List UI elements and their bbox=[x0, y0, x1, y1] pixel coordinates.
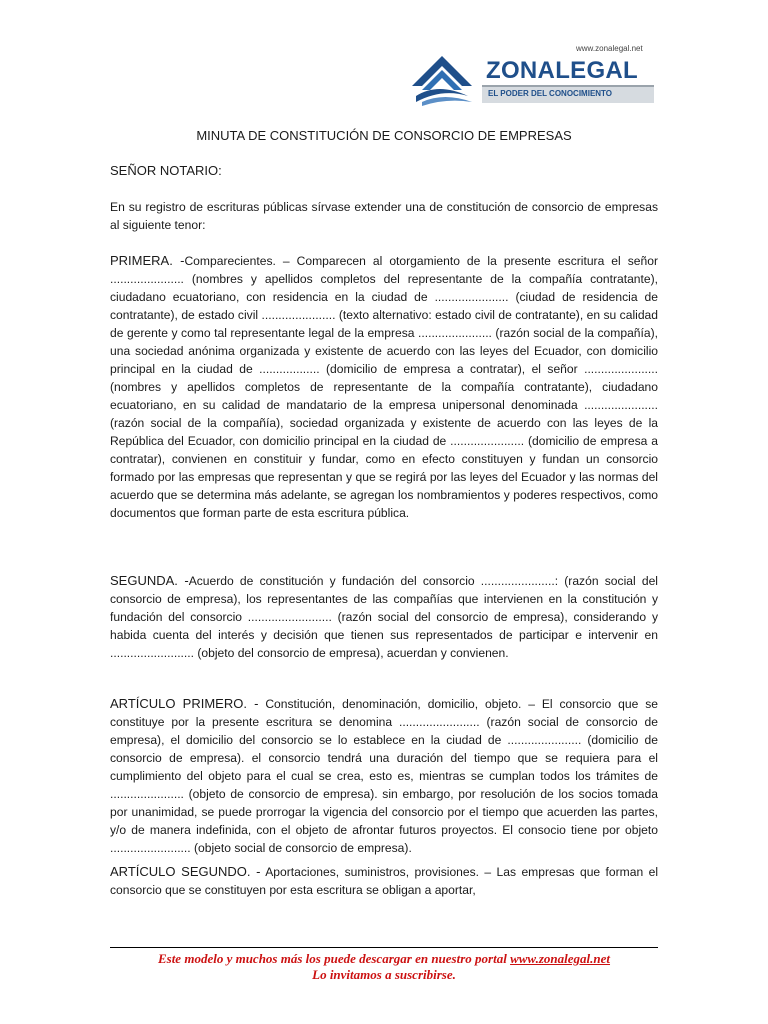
clause-primera bbox=[110, 252, 658, 522]
footer-notice bbox=[110, 951, 658, 983]
logo-tagline: EL PODER DEL CONOCIMIENTO bbox=[488, 89, 613, 98]
clause-lead: ARTÍCULO SEGUNDO. - bbox=[110, 864, 261, 879]
footer-line-1 bbox=[110, 951, 658, 967]
footer-text: Este modelo y muchos más los puede descargar en nuestro portal bbox=[157, 951, 511, 966]
footer-divider bbox=[110, 947, 658, 948]
clause-segunda bbox=[110, 572, 658, 662]
clause-text: Aportaciones, suministros, provisiones. – Las empresas que forman el consorcio que se constituyen por esta escritura se obligan a aportar, bbox=[110, 865, 659, 897]
logo-name: ZONALEGAL bbox=[486, 57, 639, 84]
logo-url[interactable]: www.zonalegal.net bbox=[576, 44, 643, 53]
clause-lead: ARTÍCULO PRIMERO. - bbox=[110, 696, 259, 711]
logo-tagline-band bbox=[482, 85, 654, 103]
clause-lead: SEGUNDA. - bbox=[110, 573, 189, 588]
clause-text: Comparecientes. – Comparecen al otorgamiento de la presente escritura el señor ...................... (nombres y apellidos completos del representante de la compañía contratante), ciudadano ecuatoriano, con residencia en la ciudad de ...................... (ciudad de residencia de contratante), de estado civil ...................... (texto alternativo: estado civil de contratante), en su calidad de gerente y como tal representante legal de la empresa ...................... (razón social de la compañía), una sociedad anónima organizada y existente de acuerdo con las leyes del Ecuador, con domicilio principal en la ciudad de .................. (domicilio de empresa a contratar), el señor ...................... (nombres y apellidos completos de representante de la compañía contratante), ciudadano ecuatoriano, en su calidad de mandatario de la empresa unipersonal denominada ...................... (razón social de la compañía), sociedad organizada y existente de acuerdo con las leyes de la República del Ecuador, con domicilio principal en la ciudad de ...................... (domicilio de empresa a contratar), convienen en constituir y fundar, como en efecto constituyen y fundan un consorcio formado por las empresas que representan y que se regirá por las leyes del Ecuador y las normas del acuerdo que se determina más adelante, se agregan los nombramientos y poderes respectivos, como documentos que forman parte de esta escritura pública. bbox=[110, 254, 658, 520]
house-logo-icon bbox=[408, 52, 488, 108]
greeting: SEÑOR NOTARIO: bbox=[110, 163, 222, 178]
document-title: MINUTA DE CONSTITUCIÓN DE CONSORCIO DE EMPRESAS bbox=[196, 128, 572, 143]
footer-line-2: Lo invitamos a suscribirse. bbox=[312, 967, 456, 982]
clause-articulo-segundo bbox=[110, 863, 658, 899]
clause-articulo-primero bbox=[110, 695, 658, 857]
footer-link[interactable]: www.zonalegal.net bbox=[510, 951, 611, 966]
intro-paragraph: En su registro de escrituras públicas sírvase extender una de constitución de consorcio de empresas al siguiente tenor: bbox=[110, 200, 658, 232]
clause-text: Constitución, denominación, domicilio, objeto. – El consorcio que se constituye por la presente escritura se denomina ........................ (razón social de consorcio de empresa), el domicilio del consorcio se lo establece en la ciudad de ...................... (domicilio de consorcio de empresa). el consorcio tendrá una duración del tiempo que se requiera para el cumplimiento del objeto para el cual se crea, esto es, mientras se cumplan todos los trámites de ...................... (objeto de consorcio de empresa). sin embargo, por resolución de los socios tomada por unanimidad, se puede prorrogar la vigencia del consorcio por el tiempo que acuerden las partes, y/o de manera indefinida, con el objeto de afrontar futuros proyectos. El consocio tiene por objeto ........................ (objeto social de consorcio de empresa). bbox=[110, 697, 658, 855]
zonalegal-logo[interactable] bbox=[408, 44, 658, 114]
clause-lead: PRIMERA. - bbox=[110, 253, 185, 268]
clause-text: Acuerdo de constitución y fundación del consorcio ......................: (razón social del consorcio de empresa), los representantes de las compañías que intervienen en la constitución y fundación del consorcio ......................... (razón social del consorcio de empresa), considerando y habida cuenta del interés y decisión que tienen sus representados de participar e intervenir en ......................... (objeto del consorcio de empresa), acuerdan y convienen. bbox=[110, 574, 658, 660]
